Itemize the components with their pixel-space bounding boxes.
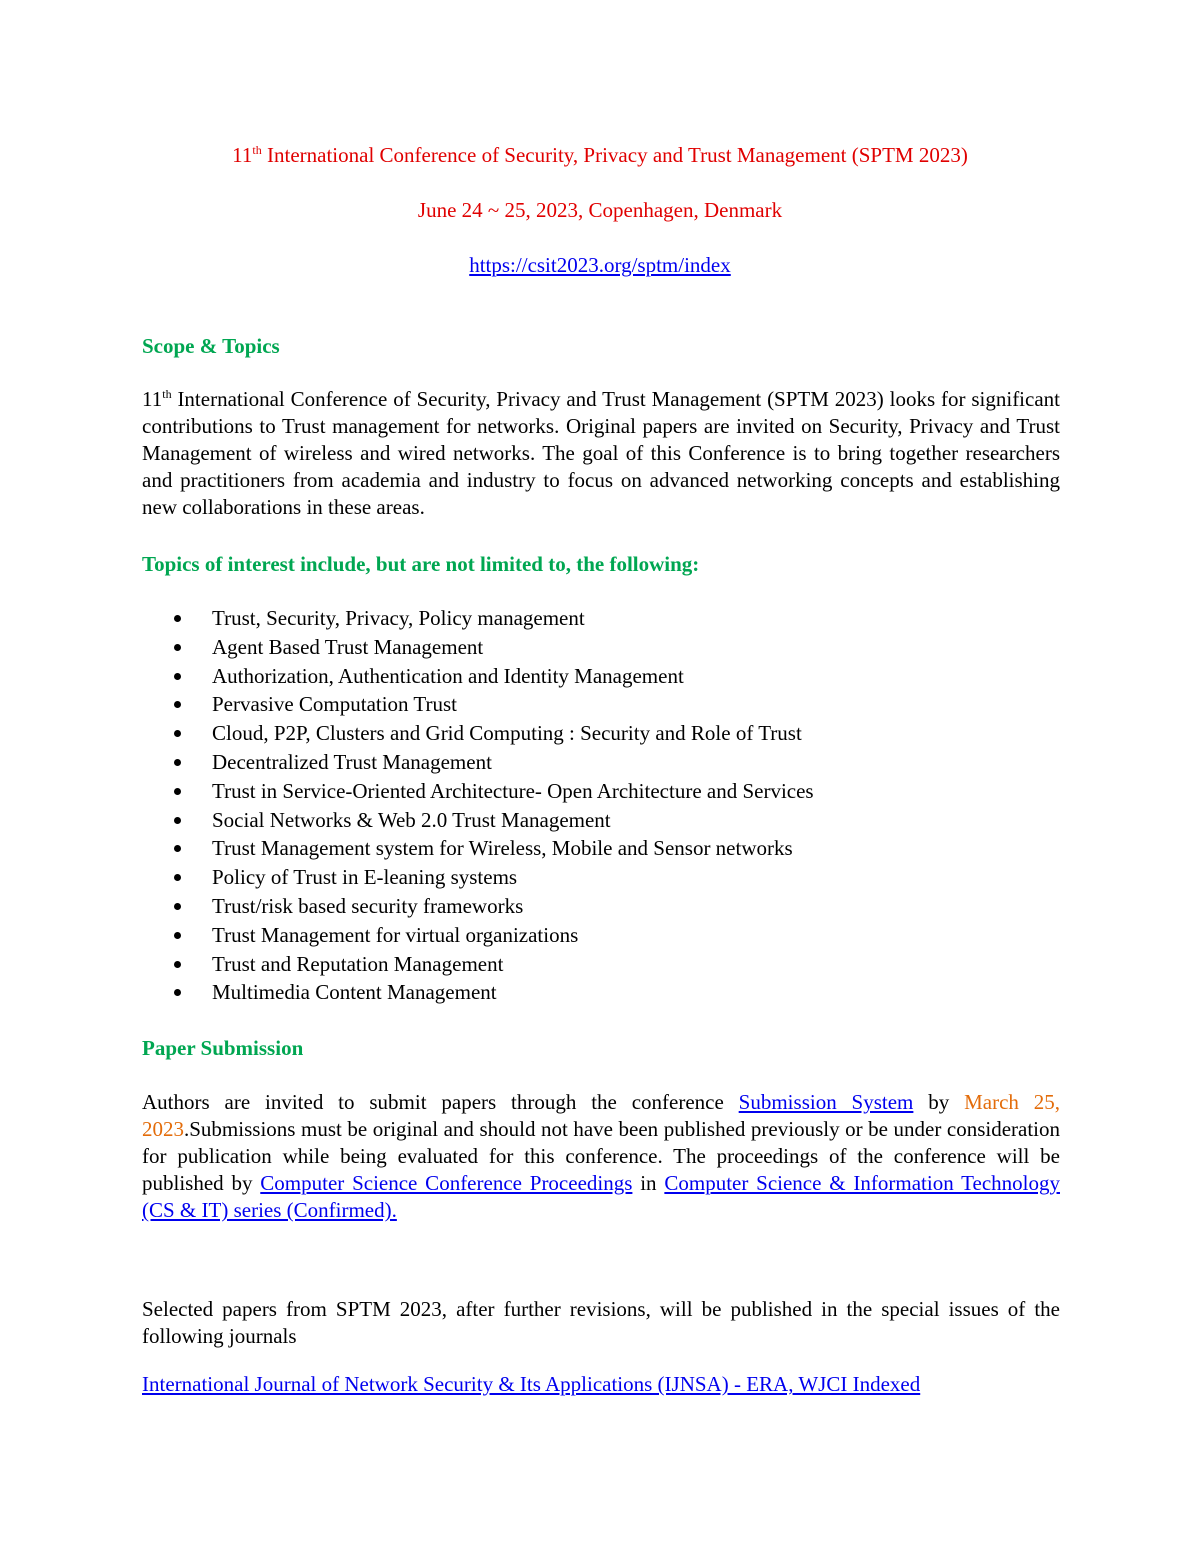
list-item: Trust and Reputation Management	[142, 950, 814, 979]
conference-url-link[interactable]: https://csit2023.org/sptm/index	[469, 253, 731, 277]
submission-deadline: March 25, 2023	[142, 1090, 1061, 1141]
journals-intro: Selected papers from SPTM 2023, after further revisions, will be published in the special issues of the following journals	[142, 1297, 1060, 1348]
bullet-icon	[174, 759, 181, 766]
list-item: Policy of Trust in E-leaning systems	[142, 863, 814, 892]
list-item: Decentralized Trust Management	[142, 748, 814, 777]
bullet-icon	[174, 730, 181, 737]
proceedings-link[interactable]: Computer Science Conference Proceedings	[260, 1171, 633, 1195]
cs-it-series-link[interactable]: Computer Science & Information Technology (CS & IT) series (Confirmed).	[142, 1171, 1060, 1222]
journal-link-line	[142, 1372, 920, 1397]
scope-text: International Conference of Security, Privacy and Trust Management (SPTM 2023) looks for significant contributions to Trust management for networks. Original papers are invited on Security, Privacy and Trust Management of wireless and wired networks. The goal of this Conference is to bring together researchers and practitioners from academia and industry to focus on advanced networking concepts and establishing new collaborations in these areas.	[142, 387, 1060, 519]
list-item: Trust/risk based security frameworks	[142, 892, 814, 921]
submission-system-link[interactable]: Submission System	[738, 1090, 914, 1114]
bullet-icon	[174, 788, 181, 795]
bullet-icon	[174, 701, 181, 708]
bullet-icon	[174, 673, 181, 680]
title-text: International Conference of Security, Privacy and Trust Management (SPTM 2023)	[261, 143, 968, 167]
list-item: Authorization, Authentication and Identity Management	[142, 662, 814, 691]
bullet-icon	[174, 961, 181, 968]
bullet-icon	[174, 615, 181, 622]
bullet-icon	[174, 989, 181, 996]
conference-title	[0, 143, 1200, 168]
list-item: Cloud, P2P, Clusters and Grid Computing : Security and Role of Trust	[142, 719, 814, 748]
list-item: Trust Management system for Wireless, Mobile and Sensor networks	[142, 834, 814, 863]
list-item: Trust, Security, Privacy, Policy management	[142, 604, 814, 633]
conference-url-line	[0, 253, 1200, 278]
topics-list	[142, 604, 814, 1007]
scope-paragraph	[142, 386, 1060, 521]
list-item: Social Networks & Web 2.0 Trust Management	[142, 806, 814, 835]
ijnsa-journal-link[interactable]: International Journal of Network Security & Its Applications (IJNSA) - ERA, WJCI Indexed	[142, 1372, 921, 1396]
topics-heading: Topics of interest include, but are not limited to, the following:	[142, 552, 700, 576]
scope-number: 11	[142, 387, 163, 411]
bullet-icon	[174, 874, 181, 881]
bullet-icon	[174, 845, 181, 852]
submission-paragraph: Authors are invited to submit papers through the conference Submission System by March 25, 2023.Submissions must be original and should not have been published previously or be under consideration for publication while being evaluated for this conference. The proceedings of the conference will be published by Computer Science Conference Proceedings in Computer Science & Information Technology (CS & IT) series (Confirmed).	[142, 1090, 1061, 1222]
conference-date-location: June 24 ~ 25, 2023, Copenhagen, Denmark	[417, 198, 783, 222]
title-superscript: th	[252, 143, 262, 157]
scope-superscript: th	[162, 387, 172, 401]
list-item: Trust Management for virtual organizations	[142, 921, 814, 950]
bullet-icon	[174, 817, 181, 824]
bullet-icon	[174, 932, 181, 939]
list-item: Agent Based Trust Management	[142, 633, 814, 662]
title-number: 11	[232, 143, 253, 167]
list-item: Multimedia Content Management	[142, 978, 814, 1007]
bullet-icon	[174, 903, 181, 910]
list-item: Pervasive Computation Trust	[142, 690, 814, 719]
list-item: Trust in Service-Oriented Architecture- Open Architecture and Services	[142, 777, 814, 806]
submission-heading: Paper Submission	[142, 1036, 304, 1060]
scope-heading: Scope & Topics	[142, 334, 280, 358]
bullet-icon	[174, 644, 181, 651]
